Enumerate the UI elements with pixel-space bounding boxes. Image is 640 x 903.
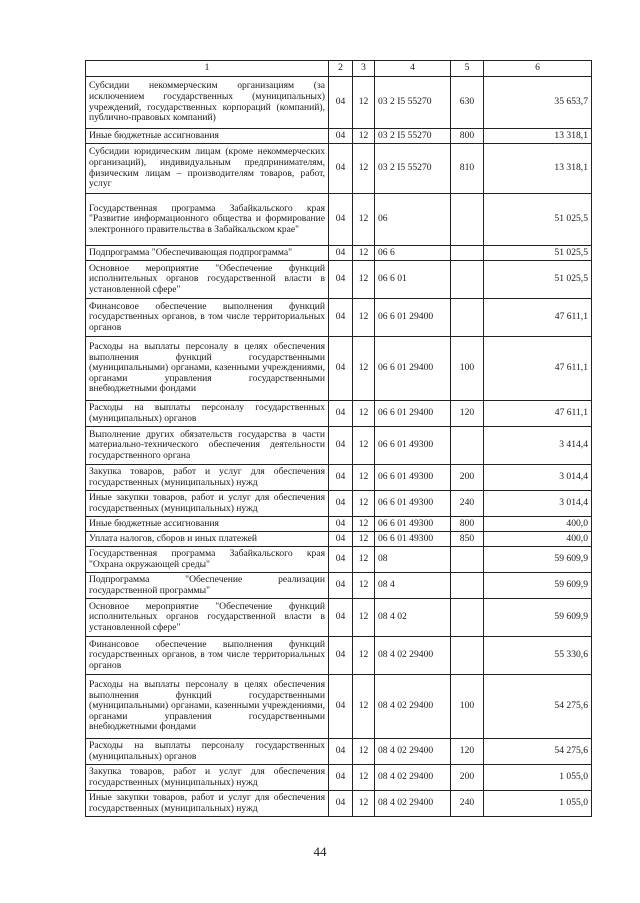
table-row: [86, 246, 592, 261]
table-row: [86, 144, 592, 194]
cell-subsection: 12: [353, 144, 375, 194]
cell-target-code: 06 6 01 29400: [375, 401, 451, 427]
cell-name: Иные закупки товаров, работ и услуг для обеспечения государственных (муниципальных) нужд: [86, 491, 329, 517]
cell-section: 04: [329, 401, 353, 427]
cell-subsection: 12: [353, 599, 375, 637]
cell-section: 04: [329, 637, 353, 675]
cell-expense-type: [451, 547, 484, 573]
cell-subsection: 12: [353, 194, 375, 246]
cell-name: Финансовое обеспечение выполнения функций государственных органов, в том числе территориальных органов: [86, 637, 329, 675]
cell-amount: 47 611,1: [484, 299, 592, 337]
cell-target-code: 08 4 02 29400: [375, 739, 451, 765]
cell-subsection: 12: [353, 547, 375, 573]
cell-expense-type: [451, 261, 484, 299]
cell-expense-type: [451, 299, 484, 337]
header-row: [86, 61, 592, 77]
table-row: [86, 491, 592, 517]
cell-target-code: 06 6 01 49300: [375, 517, 451, 532]
cell-amount: 400,0: [484, 517, 592, 532]
cell-target-code: 03 2 I5 55270: [375, 144, 451, 194]
table-row: [86, 194, 592, 246]
cell-subsection: 12: [353, 765, 375, 791]
cell-subsection: 12: [353, 573, 375, 599]
cell-target-code: 06 6 01 49300: [375, 532, 451, 547]
cell-expense-type: 120: [451, 401, 484, 427]
cell-name: Закупка товаров, работ и услуг для обеспечения государственных (муниципальных) нужд: [86, 465, 329, 491]
cell-amount: 59 609,9: [484, 573, 592, 599]
cell-section: 04: [329, 573, 353, 599]
table-row: [86, 532, 592, 547]
cell-expense-type: 800: [451, 517, 484, 532]
cell-subsection: 12: [353, 791, 375, 817]
cell-expense-type: 810: [451, 144, 484, 194]
cell-amount: 54 275,6: [484, 739, 592, 765]
cell-target-code: 08 4: [375, 573, 451, 599]
cell-subsection: 12: [353, 401, 375, 427]
table-row: [86, 517, 592, 532]
cell-section: 04: [329, 765, 353, 791]
table-row: [86, 401, 592, 427]
cell-name: Закупка товаров, работ и услуг для обеспечения государственных (муниципальных) нужд: [86, 765, 329, 791]
table-row: [86, 675, 592, 739]
cell-amount: 3 414,4: [484, 427, 592, 465]
cell-name: Основное мероприятие "Обеспечение функций исполнительных органов государственной власти в установленной сфере": [86, 599, 329, 637]
cell-expense-type: [451, 573, 484, 599]
cell-section: 04: [329, 491, 353, 517]
cell-target-code: 03 2 I5 55270: [375, 77, 451, 129]
cell-amount: 55 330,6: [484, 637, 592, 675]
table-body: [86, 77, 592, 817]
cell-name: Государственная программа Забайкальского края "Развитие информационного общества и формирование электронного правительства в Забайкальском крае": [86, 194, 329, 246]
cell-section: 04: [329, 194, 353, 246]
cell-name: Субсидии юридическим лицам (кроме некоммерческих организаций), индивидуальным предпринимателям, физическим лицам – производителям товаров, работ, услуг: [86, 144, 329, 194]
cell-section: 04: [329, 77, 353, 129]
table-row: [86, 573, 592, 599]
cell-target-code: 06 6 01 29400: [375, 299, 451, 337]
cell-target-code: 06 6 01 29400: [375, 337, 451, 401]
cell-expense-type: 240: [451, 791, 484, 817]
table-row: [86, 337, 592, 401]
cell-target-code: 03 2 I5 55270: [375, 129, 451, 144]
cell-section: 04: [329, 246, 353, 261]
cell-amount: 1 055,0: [484, 765, 592, 791]
cell-name: Государственная программа Забайкальского края "Охрана окружающей среды": [86, 547, 329, 573]
header-col-subsection: 3: [353, 61, 375, 77]
cell-name: Расходы на выплаты персоналу государственных (муниципальных) органов: [86, 401, 329, 427]
cell-subsection: 12: [353, 299, 375, 337]
cell-expense-type: 100: [451, 675, 484, 739]
cell-subsection: 12: [353, 465, 375, 491]
cell-subsection: 12: [353, 129, 375, 144]
cell-section: 04: [329, 129, 353, 144]
cell-amount: 3 014,4: [484, 491, 592, 517]
table-row: [86, 427, 592, 465]
cell-section: 04: [329, 739, 353, 765]
cell-section: 04: [329, 337, 353, 401]
cell-expense-type: [451, 246, 484, 261]
cell-section: 04: [329, 547, 353, 573]
header-col-section: 2: [329, 61, 353, 77]
cell-amount: 400,0: [484, 532, 592, 547]
cell-amount: 13 318,1: [484, 129, 592, 144]
cell-subsection: 12: [353, 261, 375, 299]
table-row: [86, 547, 592, 573]
cell-name: Иные закупки товаров, работ и услуг для обеспечения государственных (муниципальных) нужд: [86, 791, 329, 817]
cell-section: 04: [329, 427, 353, 465]
cell-expense-type: [451, 427, 484, 465]
cell-amount: 1 055,0: [484, 791, 592, 817]
cell-expense-type: 240: [451, 491, 484, 517]
cell-expense-type: 200: [451, 465, 484, 491]
budget-table: [85, 60, 592, 817]
cell-expense-type: 100: [451, 337, 484, 401]
cell-section: 04: [329, 791, 353, 817]
cell-name: Расходы на выплаты персоналу государственных (муниципальных) органов: [86, 739, 329, 765]
cell-target-code: 08 4 02 29400: [375, 637, 451, 675]
cell-target-code: 06 6 01 49300: [375, 491, 451, 517]
cell-amount: 54 275,6: [484, 675, 592, 739]
cell-target-code: 06 6 01: [375, 261, 451, 299]
cell-subsection: 12: [353, 637, 375, 675]
cell-amount: 59 609,9: [484, 599, 592, 637]
cell-target-code: 06 6 01 49300: [375, 465, 451, 491]
table-row: [86, 261, 592, 299]
cell-section: 04: [329, 465, 353, 491]
cell-section: 04: [329, 299, 353, 337]
cell-name: Основное мероприятие "Обеспечение функций исполнительных органов государственной власти в установленной сфере": [86, 261, 329, 299]
cell-subsection: 12: [353, 246, 375, 261]
cell-section: 04: [329, 675, 353, 739]
cell-name: Уплата налогов, сборов и иных платежей: [86, 532, 329, 547]
cell-subsection: 12: [353, 532, 375, 547]
cell-name: Расходы на выплаты персоналу в целях обеспечения выполнения функций государственными (муниципальными) органами, казенными учреждениями, органами управления государственными внебюджетными фондами: [86, 675, 329, 739]
table-row: [86, 465, 592, 491]
header-col-expense-type: 5: [451, 61, 484, 77]
cell-name: Выполнение других обязательств государства в части материально-технического обеспечения деятельности государственного органа: [86, 427, 329, 465]
table-row: [86, 129, 592, 144]
cell-amount: 35 653,7: [484, 77, 592, 129]
cell-subsection: 12: [353, 739, 375, 765]
cell-subsection: 12: [353, 77, 375, 129]
cell-subsection: 12: [353, 427, 375, 465]
cell-name: Иные бюджетные ассигнования: [86, 517, 329, 532]
cell-expense-type: 630: [451, 77, 484, 129]
table-row: [86, 599, 592, 637]
cell-target-code: 06 6 01 49300: [375, 427, 451, 465]
table-row: [86, 637, 592, 675]
cell-expense-type: 200: [451, 765, 484, 791]
cell-target-code: 06: [375, 194, 451, 246]
cell-subsection: 12: [353, 337, 375, 401]
table-row: [86, 765, 592, 791]
cell-expense-type: 800: [451, 129, 484, 144]
cell-target-code: 08 4 02 29400: [375, 675, 451, 739]
header-col-amount: 6: [484, 61, 592, 77]
cell-amount: 47 611,1: [484, 337, 592, 401]
page-number: 44: [313, 844, 327, 859]
cell-subsection: 12: [353, 517, 375, 532]
cell-section: 04: [329, 532, 353, 547]
cell-section: 04: [329, 261, 353, 299]
cell-target-code: 08: [375, 547, 451, 573]
cell-subsection: 12: [353, 675, 375, 739]
table-row: [86, 791, 592, 817]
cell-expense-type: [451, 599, 484, 637]
table-row: [86, 77, 592, 129]
cell-target-code: 08 4 02 29400: [375, 791, 451, 817]
cell-amount: 3 014,4: [484, 465, 592, 491]
cell-target-code: 06 6: [375, 246, 451, 261]
cell-expense-type: [451, 194, 484, 246]
cell-section: 04: [329, 599, 353, 637]
cell-target-code: 08 4 02 29400: [375, 765, 451, 791]
cell-expense-type: 850: [451, 532, 484, 547]
cell-amount: 59 609,9: [484, 547, 592, 573]
cell-name: Субсидии некоммерческим организациям (за исключением государственных (муниципальных) учреждений, государственных корпораций (компаний), публично-правовых компаний): [86, 77, 329, 129]
cell-subsection: 12: [353, 491, 375, 517]
cell-section: 04: [329, 144, 353, 194]
cell-amount: 13 318,1: [484, 144, 592, 194]
cell-expense-type: 120: [451, 739, 484, 765]
header-col-target-code: 4: [375, 61, 451, 77]
cell-name: Подпрограмма "Обеспечивающая подпрограмма": [86, 246, 329, 261]
cell-name: Финансовое обеспечение выполнения функций государственных органов, в том числе территориальных органов: [86, 299, 329, 337]
cell-target-code: 08 4 02: [375, 599, 451, 637]
cell-name: Расходы на выплаты персоналу в целях обеспечения выполнения функций государственными (муниципальными) органами, казенными учреждениями, органами управления государственными внебюджетными фондами: [86, 337, 329, 401]
header-col-name: 1: [86, 61, 329, 77]
cell-name: Подпрограмма "Обеспечение реализации государственной программы": [86, 573, 329, 599]
cell-amount: 47 611,1: [484, 401, 592, 427]
table-row: [86, 739, 592, 765]
cell-amount: 51 025,5: [484, 194, 592, 246]
cell-section: 04: [329, 517, 353, 532]
cell-amount: 51 025,5: [484, 246, 592, 261]
table-row: [86, 299, 592, 337]
cell-name: Иные бюджетные ассигнования: [86, 129, 329, 144]
cell-amount: 51 025,5: [484, 261, 592, 299]
cell-expense-type: [451, 637, 484, 675]
